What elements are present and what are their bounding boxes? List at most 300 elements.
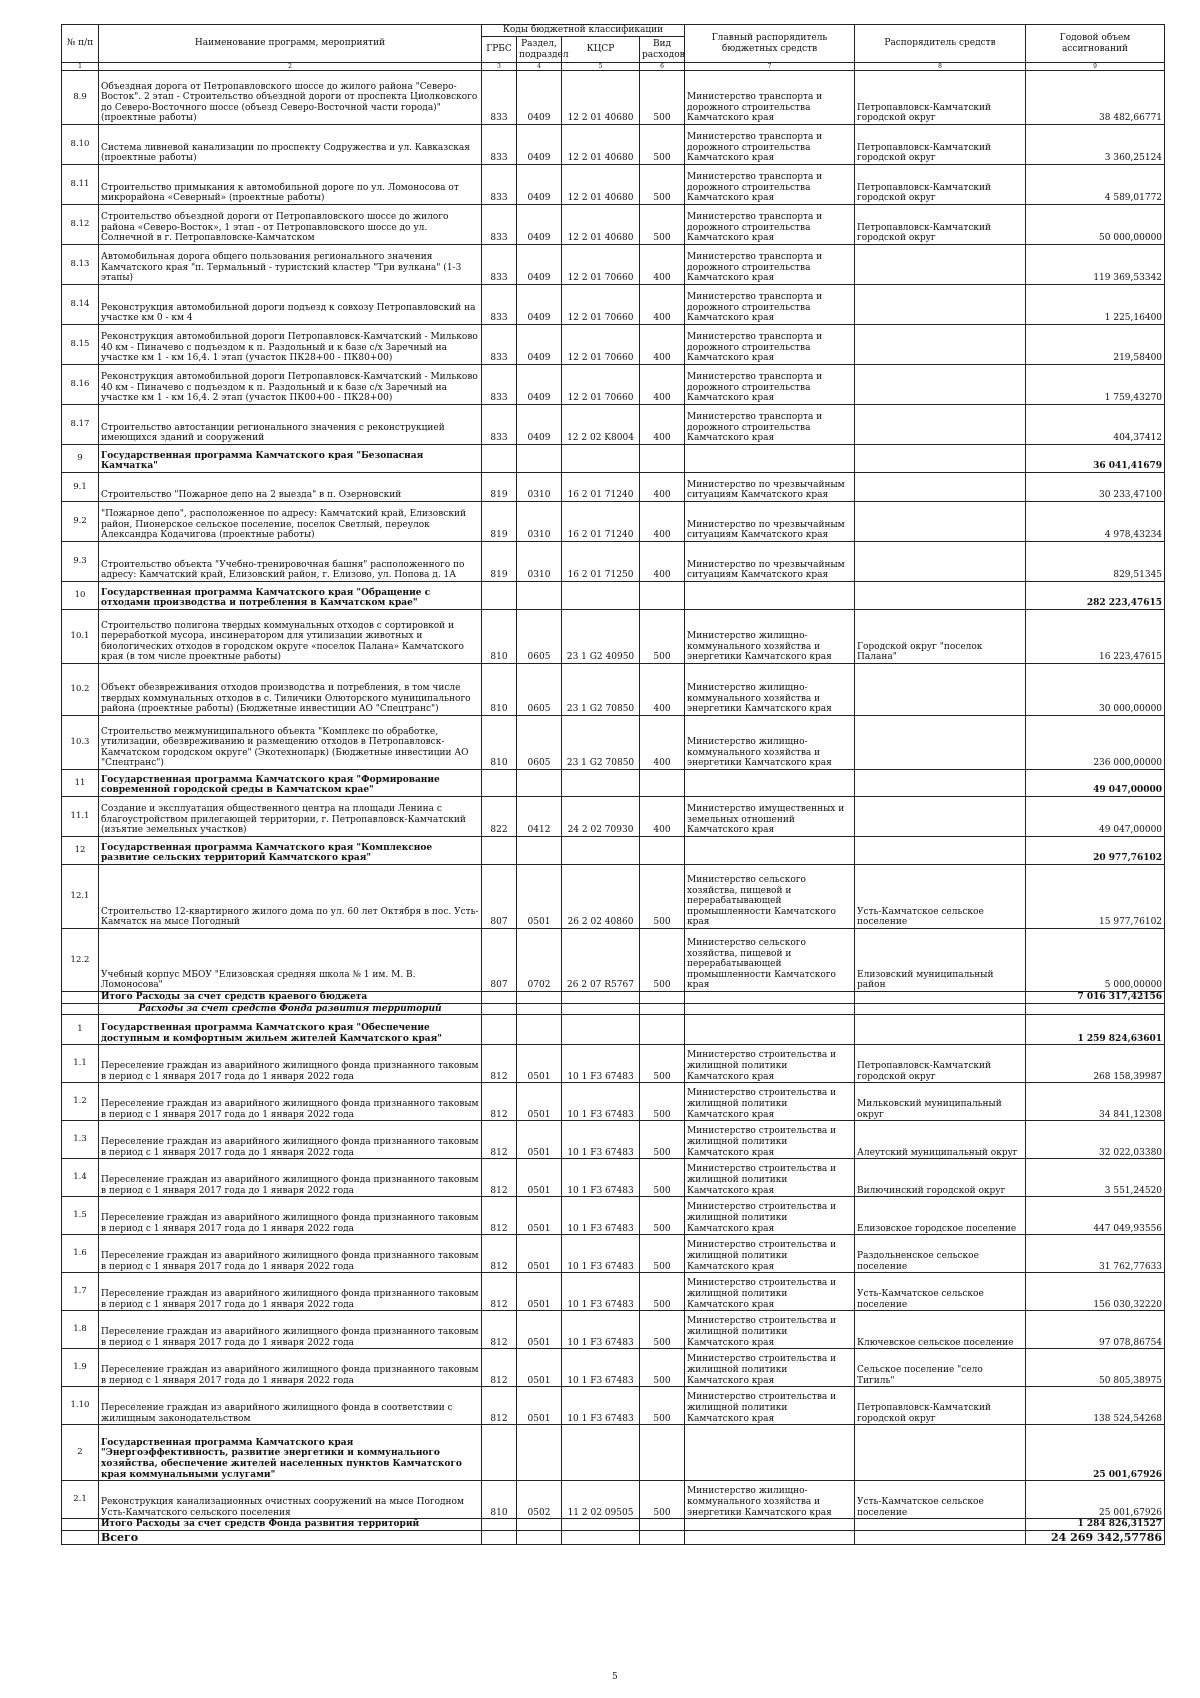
row-amount: 268 158,39987 [1026, 1045, 1165, 1083]
total-row [62, 1519, 1165, 1531]
row-main-manager: Министерство по чрезвычайным ситуациям Камчатского края [685, 542, 855, 582]
row-kcsr: 11 2 02 09505 [562, 1481, 640, 1519]
row-amount: 5 000,00000 [1026, 929, 1165, 992]
row-number [62, 1530, 99, 1544]
row-manager [855, 770, 1026, 797]
row-name: Автомобильная дорога общего пользования регионального значения Камчатского края "п. Термальный - туристский кластер "Три вулкана" (1-3 этапы) [99, 245, 482, 285]
program-row [62, 582, 1165, 610]
row-section: 0310 [517, 502, 562, 542]
row-vid [640, 1425, 685, 1481]
grand-total-row [62, 1530, 1165, 1544]
row-section: 0409 [517, 205, 562, 245]
row-kcsr: 12 2 01 40680 [562, 125, 640, 165]
row-kcsr: 10 1 F3 67483 [562, 1311, 640, 1349]
row-number: 8.9 [62, 71, 99, 125]
row-vid: 400 [640, 502, 685, 542]
row-kcsr: 26 2 07 R5767 [562, 929, 640, 992]
row-amount: 32 022,03380 [1026, 1121, 1165, 1159]
row-amount: 4 978,43234 [1026, 502, 1165, 542]
row-grbs: 810 [482, 1481, 517, 1519]
row-manager [855, 445, 1026, 473]
row-number: 8.10 [62, 125, 99, 165]
table-row [62, 865, 1165, 929]
row-amount: 282 223,47615 [1026, 582, 1165, 610]
table-row [62, 405, 1165, 445]
row-kcsr [562, 992, 640, 1004]
row-number: 9.2 [62, 502, 99, 542]
row-vid: 500 [640, 1273, 685, 1311]
row-grbs [482, 837, 517, 865]
col-header-grbs: ГРБС [482, 37, 517, 63]
row-name: Расходы за счет средств Фонда развития территорий [99, 1003, 482, 1015]
table-row [62, 205, 1165, 245]
row-manager: Мильковский муниципальный округ [855, 1083, 1026, 1121]
row-amount: 7 016 317,42156 [1026, 992, 1165, 1004]
table-row [62, 325, 1165, 365]
row-manager: Петропавловск-Камчатский городской округ [855, 1045, 1026, 1083]
row-section: 0605 [517, 716, 562, 770]
column-index: 2 [99, 63, 482, 71]
row-main-manager: Министерство транспорта и дорожного строительства Камчатского края [685, 285, 855, 325]
row-vid: 500 [640, 610, 685, 664]
row-vid: 400 [640, 405, 685, 445]
row-manager [855, 797, 1026, 837]
row-kcsr: 10 1 F3 67483 [562, 1387, 640, 1425]
row-vid: 500 [640, 71, 685, 125]
row-kcsr: 10 1 F3 67483 [562, 1045, 640, 1083]
row-number: 1.6 [62, 1235, 99, 1273]
row-number: 10.2 [62, 664, 99, 716]
row-section: 0310 [517, 542, 562, 582]
col-header-vid: Вид расходов [640, 37, 685, 63]
row-manager [855, 1003, 1026, 1015]
row-main-manager: Министерство жилищно-коммунального хозяйства и энергетики Камчатского края [685, 1481, 855, 1519]
row-amount: 404,37412 [1026, 405, 1165, 445]
row-grbs: 812 [482, 1273, 517, 1311]
row-grbs [482, 1519, 517, 1531]
column-index: 5 [562, 63, 640, 71]
row-grbs [482, 582, 517, 610]
row-kcsr [562, 1530, 640, 1544]
row-name: Переселение граждан из аварийного жилищного фонда признанного таковым в период с 1 января 2017 года до 1 января 2022 года [99, 1121, 482, 1159]
row-manager [855, 992, 1026, 1004]
row-grbs: 812 [482, 1387, 517, 1425]
row-kcsr [562, 582, 640, 610]
row-number: 1.2 [62, 1083, 99, 1121]
row-name: Государственная программа Камчатского края "Комплексное развитие сельских территорий Камчатского края" [99, 837, 482, 865]
row-main-manager: Министерство строительства и жилищной политики Камчатского края [685, 1273, 855, 1311]
row-number: 11 [62, 770, 99, 797]
row-main-manager: Министерство имущественных и земельных отношений Камчатского края [685, 797, 855, 837]
row-vid [640, 1530, 685, 1544]
row-section: 0409 [517, 125, 562, 165]
row-manager: Вилючинский городской округ [855, 1159, 1026, 1197]
row-main-manager: Министерство строительства и жилищной политики Камчатского края [685, 1045, 855, 1083]
row-grbs: 810 [482, 716, 517, 770]
column-index: 9 [1026, 63, 1165, 71]
table-row [62, 1273, 1165, 1311]
row-manager [855, 285, 1026, 325]
row-grbs: 833 [482, 125, 517, 165]
row-name: Строительство межмуниципального объекта "Комплекс по обработке, утилизации, обезвреживанию и размещению отходов в Петропавловск-Камчатском городском округе" (Экотехнопарк) (Бюджетные инвестиции АО "Спецтранс") [99, 716, 482, 770]
row-manager: Петропавловск-Камчатский городской округ [855, 205, 1026, 245]
row-name: Строительство объекта "Учебно-тренировочная башня" расположенного по адресу: Камчатский край, Елизовский район, г. Елизово, ул. Попова д. 1А [99, 542, 482, 582]
row-number: 8.11 [62, 165, 99, 205]
row-grbs: 833 [482, 165, 517, 205]
budget-table-sheet [61, 24, 1164, 1545]
row-kcsr [562, 445, 640, 473]
row-vid [640, 1015, 685, 1045]
col-header-name: Наименование программ, мероприятий [99, 25, 482, 63]
row-name: Переселение граждан из аварийного жилищного фонда признанного таковым в период с 1 января 2017 года до 1 января 2022 года [99, 1311, 482, 1349]
row-main-manager: Министерство сельского хозяйства, пищевой и перерабатывающей промышленности Камчатского края [685, 929, 855, 992]
row-number: 1.7 [62, 1273, 99, 1311]
row-kcsr: 12 2 01 70660 [562, 285, 640, 325]
table-row [62, 1481, 1165, 1519]
row-name: Переселение граждан из аварийного жилищного фонда признанного таковым в период с 1 января 2017 года до 1 января 2022 года [99, 1159, 482, 1197]
row-vid: 500 [640, 1121, 685, 1159]
subsection-row [62, 1003, 1165, 1015]
row-section: 0501 [517, 1311, 562, 1349]
row-number: 2 [62, 1425, 99, 1481]
row-name: Строительство 12-квартирного жилого дома по ул. 60 лет Октября в пос. Усть-Камчатск на мысе Погодный [99, 865, 482, 929]
row-grbs: 833 [482, 71, 517, 125]
row-name: Строительство примыкания к автомобильной дороге по ул. Ломоносова от микрорайона «Северный» (проектные работы) [99, 165, 482, 205]
row-manager: Усть-Камчатское сельское поселение [855, 865, 1026, 929]
row-amount: 829,51345 [1026, 542, 1165, 582]
row-main-manager: Министерство транспорта и дорожного строительства Камчатского края [685, 405, 855, 445]
row-section: 0409 [517, 405, 562, 445]
row-kcsr: 10 1 F3 67483 [562, 1083, 640, 1121]
row-section: 0409 [517, 71, 562, 125]
row-name: Реконструкция канализационных очистных сооружений на мысе Погодном Усть-Камчатского сельского поселения [99, 1481, 482, 1519]
row-grbs [482, 1425, 517, 1481]
column-index: 8 [855, 63, 1026, 71]
row-manager [855, 582, 1026, 610]
row-section: 0501 [517, 1349, 562, 1387]
row-vid: 400 [640, 542, 685, 582]
row-number: 8.13 [62, 245, 99, 285]
row-kcsr: 12 2 01 70660 [562, 325, 640, 365]
row-grbs: 812 [482, 1083, 517, 1121]
row-grbs [482, 992, 517, 1004]
col-header-section: Раздел, подраздел [517, 37, 562, 63]
row-amount [1026, 1003, 1165, 1015]
row-manager [855, 405, 1026, 445]
row-main-manager: Министерство строительства и жилищной политики Камчатского края [685, 1387, 855, 1425]
row-name: Реконструкция автомобильной дороги Петропавловск-Камчатский - Мильково 40 км - Пиначево с подъездом к п. Раздольный и к базе с/х Заречный на участке км 1 - км 16,4. 1 этап (участок ПК28+00 - ПК80+00) [99, 325, 482, 365]
row-manager: Раздольненское сельское поселение [855, 1235, 1026, 1273]
row-vid: 400 [640, 473, 685, 502]
table-row [62, 245, 1165, 285]
row-grbs: 807 [482, 929, 517, 992]
row-section: 0605 [517, 610, 562, 664]
row-amount: 1 259 824,63601 [1026, 1015, 1165, 1045]
row-grbs: 807 [482, 865, 517, 929]
row-name: Создание и эксплуатация общественного центра на площади Ленина с благоустройством прилегающей территории, г. Петропавловск-Камчатский (изъятие земельных участков) [99, 797, 482, 837]
row-grbs: 819 [482, 502, 517, 542]
row-grbs: 833 [482, 205, 517, 245]
row-number [62, 1519, 99, 1531]
row-number: 1.1 [62, 1045, 99, 1083]
row-kcsr: 12 2 02 K8004 [562, 405, 640, 445]
row-name: Реконструкция автомобильной дороги подъезд к совхозу Петропавловский на участке км 0 - км 4 [99, 285, 482, 325]
row-manager [855, 837, 1026, 865]
row-section: 0501 [517, 1083, 562, 1121]
row-grbs: 812 [482, 1159, 517, 1197]
table-row [62, 1045, 1165, 1083]
table-row [62, 1083, 1165, 1121]
row-section: 0605 [517, 664, 562, 716]
row-section: 0501 [517, 1045, 562, 1083]
table-row [62, 71, 1165, 125]
row-number: 1.3 [62, 1121, 99, 1159]
row-kcsr: 10 1 F3 67483 [562, 1197, 640, 1235]
column-index: 7 [685, 63, 855, 71]
row-name: Государственная программа Камчатского края "Обращение с отходами производства и потребления в Камчатском крае" [99, 582, 482, 610]
row-amount: 24 269 342,57786 [1026, 1530, 1165, 1544]
row-manager [855, 1015, 1026, 1045]
row-manager [855, 664, 1026, 716]
row-vid: 500 [640, 1083, 685, 1121]
program-row [62, 445, 1165, 473]
row-kcsr: 10 1 F3 67483 [562, 1121, 640, 1159]
row-kcsr: 10 1 F3 67483 [562, 1159, 640, 1197]
row-section: 0501 [517, 1159, 562, 1197]
row-amount: 1 759,43270 [1026, 365, 1165, 405]
row-vid: 500 [640, 1197, 685, 1235]
row-section: 0702 [517, 929, 562, 992]
row-manager: Алеутский муниципальный округ [855, 1121, 1026, 1159]
row-section: 0409 [517, 285, 562, 325]
row-grbs: 812 [482, 1045, 517, 1083]
row-main-manager: Министерство жилищно-коммунального хозяйства и энергетики Камчатского края [685, 716, 855, 770]
row-main-manager: Министерство транспорта и дорожного строительства Камчатского края [685, 71, 855, 125]
column-index: 3 [482, 63, 517, 71]
row-manager: Петропавловск-Камчатский городской округ [855, 1387, 1026, 1425]
row-name: Государственная программа Камчатского края "Энергоэффективность, развитие энергетики и коммунального хозяйства, обеспечение жителей населенных пунктов Камчатского края коммунальными услугами" [99, 1425, 482, 1481]
row-kcsr [562, 1003, 640, 1015]
row-main-manager [685, 837, 855, 865]
row-manager: Усть-Камчатское сельское поселение [855, 1273, 1026, 1311]
row-section: 0409 [517, 325, 562, 365]
row-kcsr: 12 2 01 70660 [562, 365, 640, 405]
row-name: Переселение граждан из аварийного жилищного фонда признанного таковым в период с 1 января 2017 года до 1 января 2022 года [99, 1045, 482, 1083]
row-amount: 25 001,67926 [1026, 1481, 1165, 1519]
row-vid [640, 445, 685, 473]
row-amount: 1 284 826,31527 [1026, 1519, 1165, 1531]
row-grbs: 810 [482, 664, 517, 716]
row-manager: Елизовское городское поселение [855, 1197, 1026, 1235]
row-number: 12.1 [62, 865, 99, 929]
row-name: Строительство полигона твердых коммунальных отходов с сортировкой и переработкой мусора, инсинератором для утилизации животных и биологических отходов в городском округе «поселок Палана» Камчатского края (в том числе проектные работы) [99, 610, 482, 664]
row-number: 1.8 [62, 1311, 99, 1349]
table-row [62, 165, 1165, 205]
row-grbs [482, 445, 517, 473]
row-kcsr: 23 1 G2 40950 [562, 610, 640, 664]
row-vid: 400 [640, 716, 685, 770]
row-grbs: 812 [482, 1121, 517, 1159]
row-name: Учебный корпус МБОУ "Елизовская средняя школа № 1 им. М. В. Ломоносова" [99, 929, 482, 992]
row-section [517, 1425, 562, 1481]
row-main-manager [685, 1530, 855, 1544]
row-manager [855, 716, 1026, 770]
row-main-manager: Министерство транспорта и дорожного строительства Камчатского края [685, 365, 855, 405]
row-section: 0502 [517, 1481, 562, 1519]
row-main-manager: Министерство транспорта и дорожного строительства Камчатского края [685, 125, 855, 165]
program-row [62, 770, 1165, 797]
row-amount: 49 047,00000 [1026, 770, 1165, 797]
row-section [517, 992, 562, 1004]
row-main-manager: Министерство строительства и жилищной политики Камчатского края [685, 1311, 855, 1349]
row-main-manager [685, 445, 855, 473]
program-row [62, 1015, 1165, 1045]
row-name: Реконструкция автомобильной дороги Петропавловск-Камчатский - Мильково 40 км - Пиначево с подъездом к п. Раздольный и к базе с/х Заречный на участке км 1 - км 16,4. 2 этап (участок ПК00+00 - ПК28+00) [99, 365, 482, 405]
table-row [62, 502, 1165, 542]
row-vid [640, 582, 685, 610]
row-kcsr: 10 1 F3 67483 [562, 1273, 640, 1311]
row-number: 1.4 [62, 1159, 99, 1197]
row-amount: 34 841,12308 [1026, 1083, 1165, 1121]
row-kcsr: 16 2 01 71250 [562, 542, 640, 582]
row-number: 9.3 [62, 542, 99, 582]
row-kcsr: 12 2 01 40680 [562, 205, 640, 245]
row-amount: 20 977,76102 [1026, 837, 1165, 865]
row-section [517, 445, 562, 473]
row-name: Итого Расходы за счет средств краевого бюджета [99, 992, 482, 1004]
table-row [62, 610, 1165, 664]
row-manager [855, 1425, 1026, 1481]
row-amount: 36 041,41679 [1026, 445, 1165, 473]
row-main-manager [685, 1519, 855, 1531]
row-section [517, 582, 562, 610]
row-main-manager: Министерство сельского хозяйства, пищевой и перерабатывающей промышленности Камчатского края [685, 865, 855, 929]
row-main-manager: Министерство транспорта и дорожного строительства Камчатского края [685, 165, 855, 205]
row-section: 0501 [517, 1235, 562, 1273]
row-section: 0501 [517, 1197, 562, 1235]
row-grbs [482, 1530, 517, 1544]
row-grbs [482, 1003, 517, 1015]
row-number: 10.1 [62, 610, 99, 664]
row-number: 8.14 [62, 285, 99, 325]
row-number [62, 1003, 99, 1015]
row-main-manager [685, 770, 855, 797]
row-amount: 138 524,54268 [1026, 1387, 1165, 1425]
row-main-manager [685, 582, 855, 610]
row-number: 1.9 [62, 1349, 99, 1387]
row-name: Система ливневой канализации по проспекту Содружества и ул. Кавказская (проектные работы) [99, 125, 482, 165]
table-row [62, 1159, 1165, 1197]
table-row [62, 125, 1165, 165]
row-main-manager [685, 1425, 855, 1481]
row-vid: 500 [640, 1045, 685, 1083]
table-row [62, 1197, 1165, 1235]
total-row [62, 992, 1165, 1004]
row-section [517, 770, 562, 797]
row-vid: 500 [640, 929, 685, 992]
row-amount: 447 049,93556 [1026, 1197, 1165, 1235]
row-name: Государственная программа Камчатского края "Обеспечение доступным и комфортным жильем жителей Камчатского края" [99, 1015, 482, 1045]
row-manager [855, 325, 1026, 365]
row-manager: Петропавловск-Камчатский городской округ [855, 125, 1026, 165]
row-manager [855, 1530, 1026, 1544]
row-grbs: 833 [482, 405, 517, 445]
row-kcsr: 10 1 F3 67483 [562, 1235, 640, 1273]
row-number: 12.2 [62, 929, 99, 992]
row-manager [855, 365, 1026, 405]
row-manager: Ключевское сельское поселение [855, 1311, 1026, 1349]
row-grbs [482, 770, 517, 797]
row-amount: 4 589,01772 [1026, 165, 1165, 205]
row-number: 8.17 [62, 405, 99, 445]
row-section: 0409 [517, 365, 562, 405]
row-grbs: 819 [482, 542, 517, 582]
row-amount: 156 030,32220 [1026, 1273, 1165, 1311]
row-vid [640, 1003, 685, 1015]
row-manager [855, 473, 1026, 502]
row-vid: 500 [640, 1159, 685, 1197]
row-section [517, 1003, 562, 1015]
table-row [62, 365, 1165, 405]
row-amount: 15 977,76102 [1026, 865, 1165, 929]
row-grbs: 812 [482, 1311, 517, 1349]
row-main-manager: Министерство строительства и жилищной политики Камчатского края [685, 1083, 855, 1121]
row-name: "Пожарное депо", расположенное по адресу: Камчатский край, Елизовский район, Пионерское сельское поселение, поселок Светлый, переулок Александра Кодачигова (проектные работы) [99, 502, 482, 542]
row-name: Объект обезвреживания отходов производства и потребления, в том числе твердых коммунальных отходов в с. Тиличики Олюторского муниципального района (проектные работы) (Бюджетные инвестиции АО "Спецтранс") [99, 664, 482, 716]
row-amount: 38 482,66771 [1026, 71, 1165, 125]
col-header-main-manager: Главный распорядитель бюджетных средств [685, 25, 855, 63]
row-main-manager: Министерство строительства и жилищной политики Камчатского края [685, 1235, 855, 1273]
page-number: 5 [612, 1672, 618, 1682]
row-kcsr: 24 2 02 70930 [562, 797, 640, 837]
row-amount: 219,58400 [1026, 325, 1165, 365]
row-main-manager: Министерство строительства и жилищной политики Камчатского края [685, 1121, 855, 1159]
row-main-manager: Министерство по чрезвычайным ситуациям Камчатского края [685, 502, 855, 542]
row-kcsr: 26 2 02 40860 [562, 865, 640, 929]
row-number: 9 [62, 445, 99, 473]
row-main-manager: Министерство транспорта и дорожного строительства Камчатского края [685, 205, 855, 245]
row-section: 0501 [517, 1387, 562, 1425]
row-grbs: 812 [482, 1235, 517, 1273]
column-index: 6 [640, 63, 685, 71]
column-index-row [62, 63, 1165, 71]
row-main-manager: Министерство транспорта и дорожного строительства Камчатского края [685, 245, 855, 285]
column-index: 4 [517, 63, 562, 71]
row-vid: 500 [640, 1481, 685, 1519]
row-main-manager: Министерство жилищно-коммунального хозяйства и энергетики Камчатского края [685, 610, 855, 664]
row-vid: 400 [640, 365, 685, 405]
row-amount: 3 551,24520 [1026, 1159, 1165, 1197]
row-vid: 400 [640, 797, 685, 837]
budget-table [61, 24, 1165, 1545]
row-name: Строительство "Пожарное депо на 2 выезда" в п. Озерновский [99, 473, 482, 502]
table-row [62, 797, 1165, 837]
row-vid: 500 [640, 1235, 685, 1273]
row-main-manager: Министерство строительства и жилищной политики Камчатского края [685, 1349, 855, 1387]
row-grbs [482, 1015, 517, 1045]
row-grbs: 819 [482, 473, 517, 502]
col-header-manager: Распорядитель средств [855, 25, 1026, 63]
col-header-num: № п/п [62, 25, 99, 63]
row-number: 8.15 [62, 325, 99, 365]
row-name: Государственная программа Камчатского края "Безопасная Камчатка" [99, 445, 482, 473]
row-grbs: 812 [482, 1197, 517, 1235]
table-row [62, 1235, 1165, 1273]
row-main-manager: Министерство жилищно-коммунального хозяйства и энергетики Камчатского края [685, 664, 855, 716]
table-body [62, 71, 1165, 1545]
row-vid [640, 992, 685, 1004]
row-manager [855, 1519, 1026, 1531]
